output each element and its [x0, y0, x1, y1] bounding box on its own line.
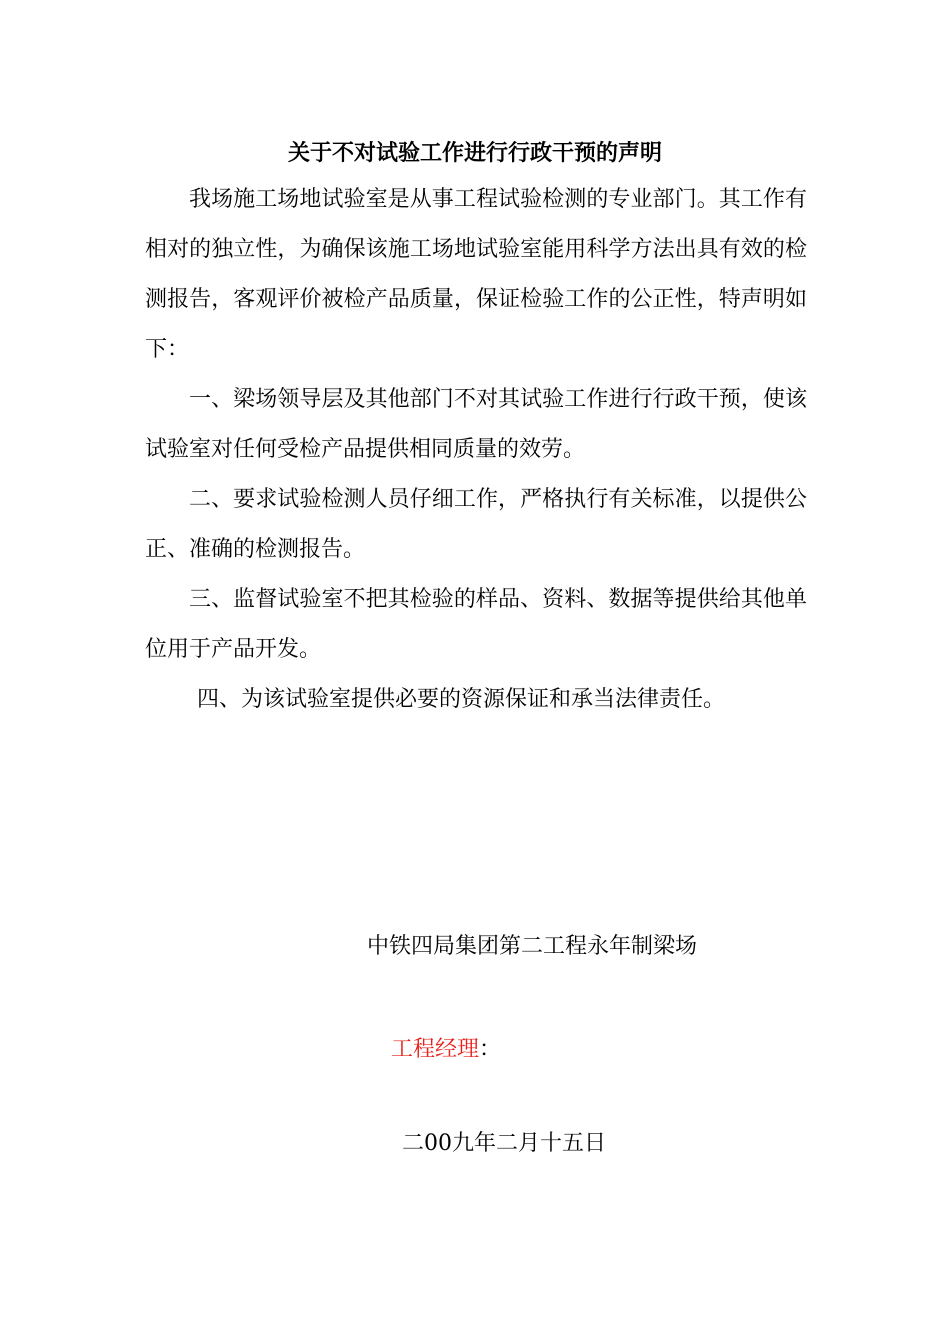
manager-label: 工程经理: [391, 1037, 480, 1062]
intro-paragraph: 我场施工场地试验室是从事工程试验检测的专业部门。其工作有相对的独立性，为确保该施工场地试验室能用科学方法出具有效的检测报告，客观评价被检产品质量，保证检验工作的公正性，特声明如下：: [145, 187, 807, 362]
manager-signature-line: [391, 1028, 501, 1072]
clause-two-paragraph: 二、要求试验检测人员仔细工作，严格执行有关标准，以提供公正、准确的检测报告。: [145, 487, 807, 562]
document-title: 关于不对试验工作进行行政干预的声明: [287, 140, 662, 166]
document-date: 二00九年二月十五日: [402, 1131, 606, 1156]
clause-three-paragraph: 三、监督试验室不把其检验的样品、资料、数据等提供给其他单位用于产品开发。: [145, 587, 807, 662]
clause-one-paragraph: 一、梁场领导层及其他部门不对其试验工作进行行政干预，使该试验室对任何受检产品提供相同质量的效劳。: [145, 387, 807, 462]
clause-four-paragraph: 四、为该试验室提供必要的资源保证和承当法律责任。: [197, 687, 726, 712]
organization-name: 中铁四局集团第二工程永年制梁场: [367, 934, 698, 959]
manager-colon: ：: [479, 1037, 502, 1062]
